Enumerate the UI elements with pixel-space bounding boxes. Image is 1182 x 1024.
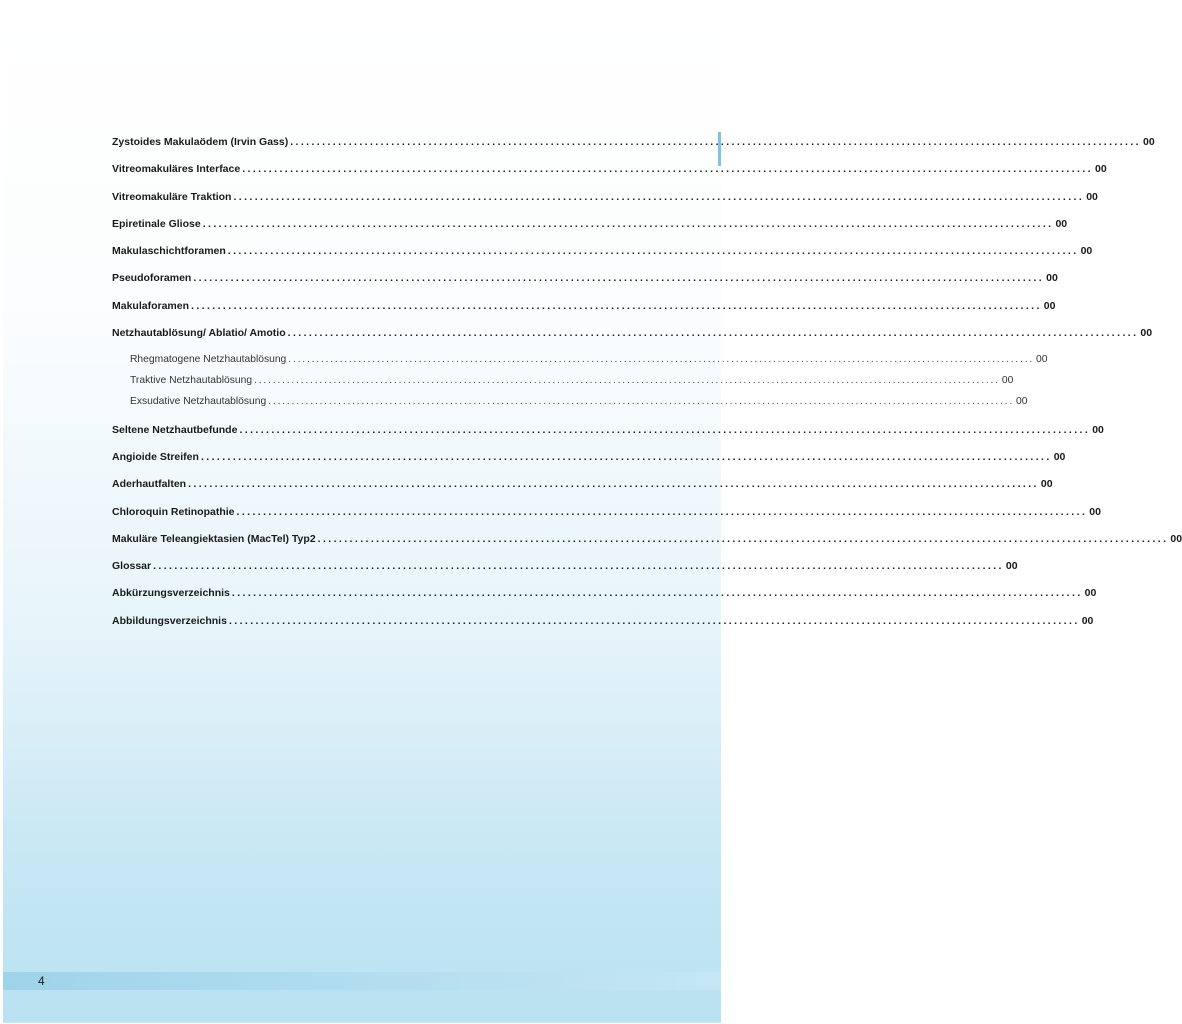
toc-entry[interactable] — [112, 422, 1104, 438]
toc-entry-page: 00 — [1036, 354, 1048, 366]
toc-entry-title: Angioide Streifen — [112, 450, 199, 463]
toc-entry-page: 00 — [1142, 136, 1155, 148]
toc-entry[interactable] — [112, 531, 1182, 547]
toc-leader-dots: ................................................................................................................................................................ — [153, 560, 1004, 573]
toc-entry-title: Netzhautablösung/ Ablatio/ Amotio — [112, 327, 286, 340]
toc-entry-title: Aderhautfalten — [112, 478, 187, 491]
toc-entry-page: 00 — [1046, 272, 1058, 285]
toc-entry-title: Makuläre Teleangiektasien (MacTel) Typ2 — [112, 532, 316, 545]
toc-entry[interactable] — [112, 449, 1066, 465]
toc-entry[interactable] — [112, 270, 1058, 286]
table-of-contents — [112, 134, 1182, 640]
page-number: 4 — [38, 974, 45, 988]
toc-entry-title: Vitreomakuläre Traktion — [112, 190, 232, 203]
toc-entry-title: Chloroquin Retinopathie — [112, 505, 235, 518]
toc-subentry[interactable] — [112, 394, 1028, 410]
toc-entry-page: 00 — [1081, 614, 1094, 627]
toc-leader-dots: ................................................................................................................................................................ — [188, 478, 1039, 491]
toc-entry[interactable] — [112, 161, 1107, 177]
toc-leader-dots: ................................................................................................................................................................ — [239, 423, 1091, 436]
toc-entry-title: Vitreomakuläres Interface — [112, 163, 241, 176]
toc-entry-title: Glossar — [112, 560, 152, 573]
toc-entry-page: 00 — [1001, 375, 1014, 387]
toc-entry-title: Abkürzungsverzeichnis — [112, 587, 230, 600]
toc-entry-page: 00 — [1084, 587, 1097, 600]
toc-subentry[interactable] — [112, 373, 1014, 389]
toc-leader-dots: ................................................................................................................................................................ — [200, 450, 1052, 463]
toc-entry-page: 00 — [1086, 190, 1098, 203]
toc-entry[interactable] — [112, 298, 1056, 314]
toc-entry[interactable] — [112, 613, 1094, 629]
toc-entry-title: Seltene Netzhautbefunde — [112, 423, 238, 436]
toc-entry-page: 00 — [1089, 505, 1101, 518]
toc-entry-title: Makulaforamen — [112, 299, 190, 312]
toc-leader-dots: ................................................................................................................................................................ — [228, 614, 1080, 627]
toc-entry-title: Rhegmatogene Netzhautablösung — [130, 354, 287, 366]
toc-entry-page: 00 — [1094, 163, 1107, 176]
toc-leader-dots: ................................................................................................................................................................ — [231, 587, 1083, 600]
toc-entry-page: 00 — [1040, 478, 1053, 491]
toc-entry[interactable] — [112, 325, 1153, 341]
toc-entry[interactable] — [112, 243, 1093, 259]
toc-entry-page: 00 — [1053, 450, 1066, 463]
toc-entry[interactable] — [112, 585, 1097, 601]
toc-entry-page: 00 — [1170, 532, 1182, 545]
toc-leader-dots: ................................................................................................................................................................ — [287, 327, 1139, 340]
footer-band — [3, 972, 721, 990]
toc-entry-title: Zystoides Makulaödem (Irvin Gass) — [112, 136, 289, 148]
toc-entry-title: Abbildungsverzeichnis — [112, 614, 227, 627]
toc-leader-dots: ................................................................................................................................................................ — [193, 272, 1045, 285]
toc-leader-dots: ................................................................................................................................................................ — [233, 190, 1085, 203]
toc-leader-dots: ................................................................................................................................................................ — [290, 136, 1141, 148]
toc-entry[interactable] — [112, 189, 1098, 205]
toc-entry-title: Makulaschichtforamen — [112, 245, 226, 258]
toc-entry[interactable] — [112, 134, 1155, 150]
toc-leader-dots: ................................................................................................................................................................ — [242, 163, 1093, 176]
toc-entry[interactable] — [112, 558, 1018, 574]
toc-entry-title: Exsudative Netzhautablösung — [130, 396, 267, 408]
toc-leader-dots: ................................................................................................................................................................ — [227, 245, 1079, 258]
toc-leader-dots: ................................................................................................................................................................ — [288, 354, 1035, 366]
toc-entry-page: 00 — [1055, 217, 1068, 230]
toc-entry[interactable] — [112, 504, 1101, 520]
toc-entry-page: 00 — [1043, 299, 1056, 312]
toc-entry-page: 00 — [1092, 423, 1104, 436]
toc-entry-page: 00 — [1015, 396, 1028, 408]
toc-entry-page: 00 — [1005, 560, 1018, 573]
toc-entry-page: 00 — [1140, 327, 1153, 340]
toc-leader-dots: ................................................................................................................................................................ — [202, 217, 1054, 230]
toc-leader-dots: ................................................................................................................................................................ — [317, 532, 1169, 545]
toc-leader-dots: ................................................................................................................................................................ — [254, 375, 1000, 387]
toc-entry-title: Traktive Netzhautablösung — [130, 375, 253, 387]
toc-entry[interactable] — [112, 216, 1068, 232]
toc-entry-title: Epiretinale Gliose — [112, 217, 201, 230]
toc-entry-page: 00 — [1080, 245, 1093, 258]
toc-subentry[interactable] — [112, 352, 1048, 368]
toc-entry-title: Pseudoforamen — [112, 272, 192, 285]
toc-leader-dots: ................................................................................................................................................................ — [268, 396, 1014, 408]
toc-leader-dots: ................................................................................................................................................................ — [236, 505, 1088, 518]
toc-entry[interactable] — [112, 476, 1053, 492]
toc-leader-dots: ................................................................................................................................................................ — [191, 299, 1042, 312]
